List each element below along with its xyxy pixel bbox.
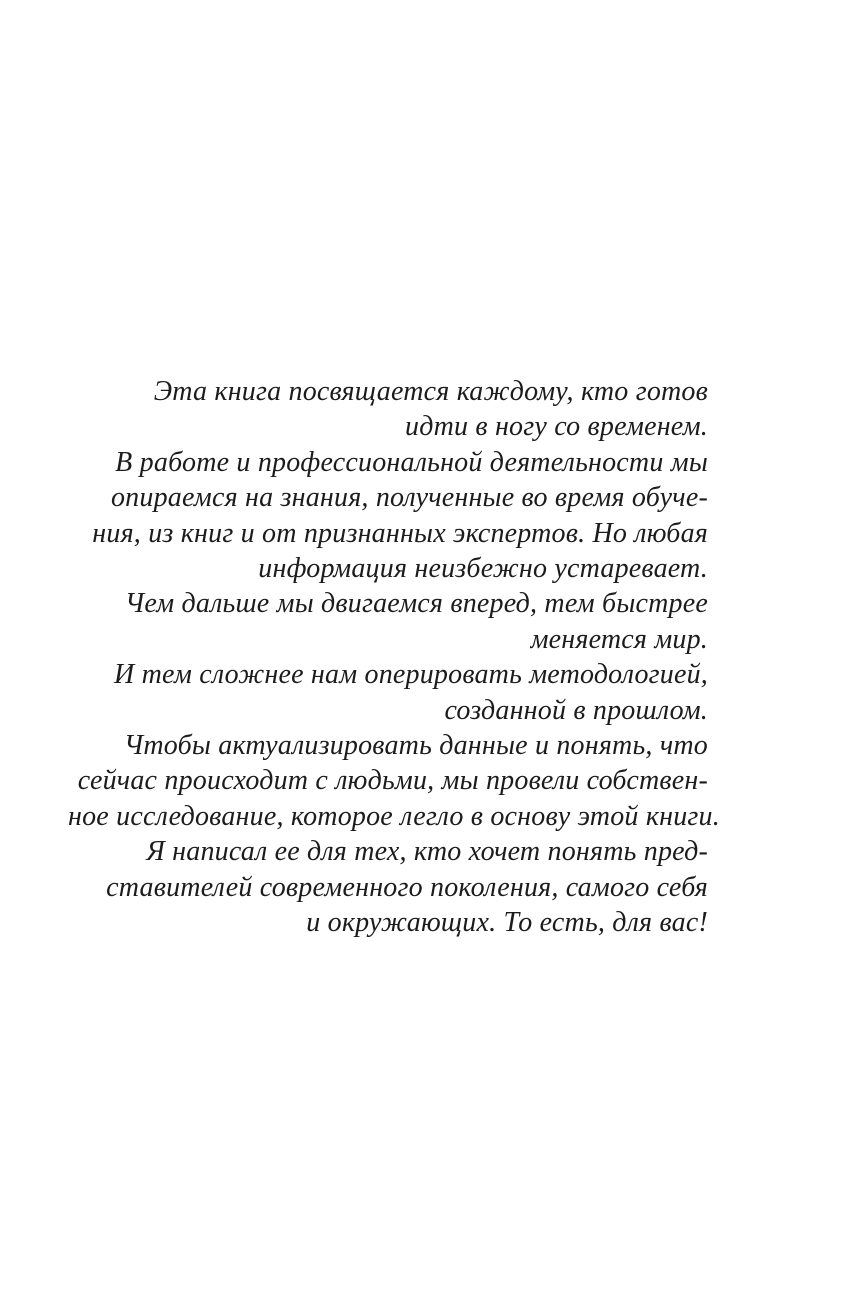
dedication-line: Я написал ее для тех, кто хочет понять пред-	[146, 836, 708, 868]
dedication-line: ное исследование, которое легло в основу этой книги.	[68, 800, 720, 832]
dedication-line: И тем сложнее нам оперировать методологией,	[114, 659, 708, 691]
dedication-line: В работе и профессиональной деятельности мы	[115, 446, 708, 478]
dedication-line: Эта книга посвящается каждому, кто готов	[153, 376, 708, 407]
dedication-line: информация неизбежно устаревает.	[258, 553, 708, 585]
dedication-line: Чем дальше мы двигаемся вперед, тем быстрее	[124, 588, 708, 620]
dedication-line: ставителей современного поколения, самого себя	[106, 871, 708, 903]
dedication-line: опираемся на знания, полученные во время обуче-	[110, 482, 708, 514]
dedication-line: Чтобы актуализировать данные и понять, что	[123, 730, 708, 762]
dedication-line: меняется мир.	[530, 623, 708, 655]
dedication-line: ния, из книг и от признанных экспертов. Но любая	[92, 517, 708, 549]
dedication-line: сейчас происходит с людьми, мы провели собствен-	[77, 765, 708, 797]
dedication-line: и окружающих. То есть, для вас!	[306, 907, 708, 939]
dedication-text-block	[68, 374, 720, 941]
dedication-line: созданной в прошлом.	[444, 694, 708, 726]
dedication-line: идти в ногу со временем.	[405, 411, 708, 443]
